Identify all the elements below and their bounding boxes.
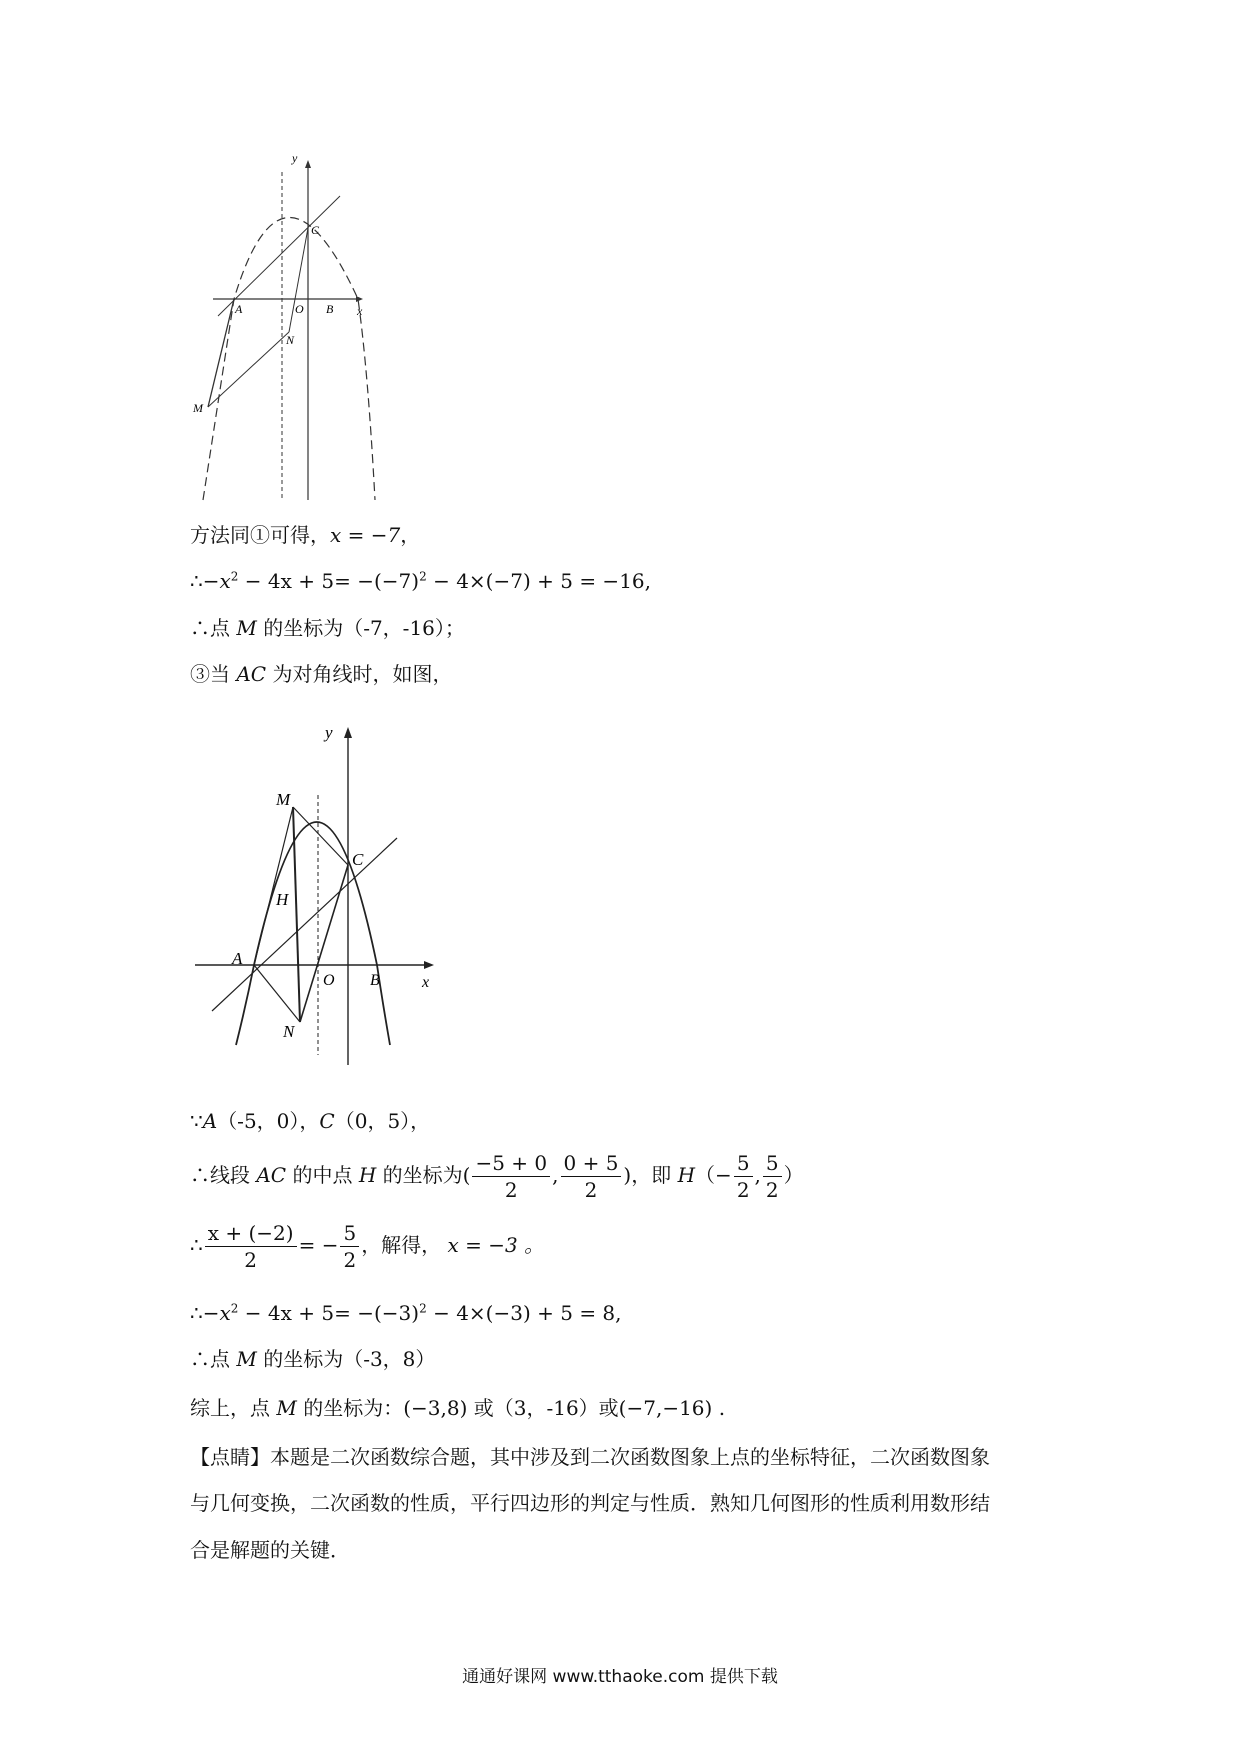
label-a: A (232, 949, 243, 968)
x-axis-arrow (424, 961, 434, 969)
fraction: $\frac{0 + 5}{2}$ (561, 1150, 622, 1203)
fraction: $\frac{5}{2}$ (340, 1220, 359, 1273)
parabola (236, 822, 390, 1045)
label-n: N (283, 1022, 295, 1041)
label-y: y (292, 151, 298, 165)
fraction: $\frac{5}{2}$ (763, 1150, 782, 1203)
figure-2-graph (190, 725, 445, 1080)
label-o: O (295, 302, 304, 316)
line-solve: ∴ $\frac{x + (-2)}{2}$ = − $\frac{5}{2}$ ，解得， x = −3 。 (190, 1221, 545, 1272)
label-b: B (326, 302, 334, 316)
fraction: $\frac{x + (-2)}{2}$ (205, 1220, 297, 1273)
y-axis-arrow (305, 160, 311, 168)
label-n: N (286, 333, 295, 347)
label-b: B (370, 972, 380, 989)
label-m: M (276, 790, 291, 809)
label-c: C (352, 850, 364, 869)
figure-1-graph (185, 151, 425, 510)
segment-an (254, 965, 300, 1022)
segment-nc (300, 865, 348, 1022)
line-point-m-2: ∴点 M 的坐标为（-3，8） (190, 1347, 436, 1371)
label-x: x (422, 974, 430, 991)
label-c: C (311, 223, 320, 237)
line-case-3: ③当 AC 为对角线时，如图， (190, 662, 453, 686)
line-ac (218, 196, 340, 316)
segment-mc (293, 807, 348, 865)
note-line-1: 【点睛】本题是二次函数综合题，其中涉及到二次函数图象上点的坐标特征，二次函数图象 (190, 1445, 990, 1469)
line-because: ∵A（-5，0），C（0，5）， (190, 1109, 431, 1133)
line-midpoint: ∴线段 AC 的中点 H 的坐标为( $\frac{-5 + 0}{2}$ , $\frac{0 + 5}{2}$ )，即 H（− $\frac{5}{2}$ , $\frac{5}{2}$ ） (190, 1151, 804, 1202)
label-y: y (325, 723, 333, 742)
line-point-m-1: ∴点 M 的坐标为（-7，-16）； (190, 616, 465, 640)
parabola (203, 218, 375, 501)
x-axis-arrow (356, 296, 363, 302)
y-axis-arrow (344, 727, 352, 738)
segment-mn (293, 807, 300, 1022)
note-line-3: 合是解题的关键． (190, 1538, 350, 1562)
fraction: $\frac{5}{2}$ (734, 1150, 753, 1203)
fraction: $\frac{-5 + 0}{2}$ (472, 1150, 550, 1203)
label-h: H (276, 890, 289, 909)
label-m: M (193, 401, 203, 415)
line-compute-1: $\therefore-x^2 - 4x + 5= -(-7)^2 - 4\times(-7) + 5 = -16$, (190, 569, 651, 593)
line-method: 方法同①可得，x = −7， (190, 523, 421, 547)
line-compute-2: $\therefore-x^2 - 4x + 5= -(-3)^2 - 4\times(-3) + 5 = 8$, (190, 1301, 622, 1325)
page-footer: 通通好课网 www.tthaoke.com 提供下载 (462, 1667, 778, 1687)
label-o: O (323, 972, 335, 989)
segment-ma (208, 299, 234, 407)
note-line-2: 与几何变换，二次函数的性质，平行四边形的判定与性质．熟知几何图形的性质利用数形结 (190, 1491, 990, 1515)
line-summary: 综上，点 M 的坐标为：(−3,8) 或（3，-16）或(−7,−16) . (190, 1396, 726, 1420)
segment-mn (208, 332, 289, 407)
label-a: A (235, 302, 243, 316)
label-x: x (357, 304, 363, 318)
